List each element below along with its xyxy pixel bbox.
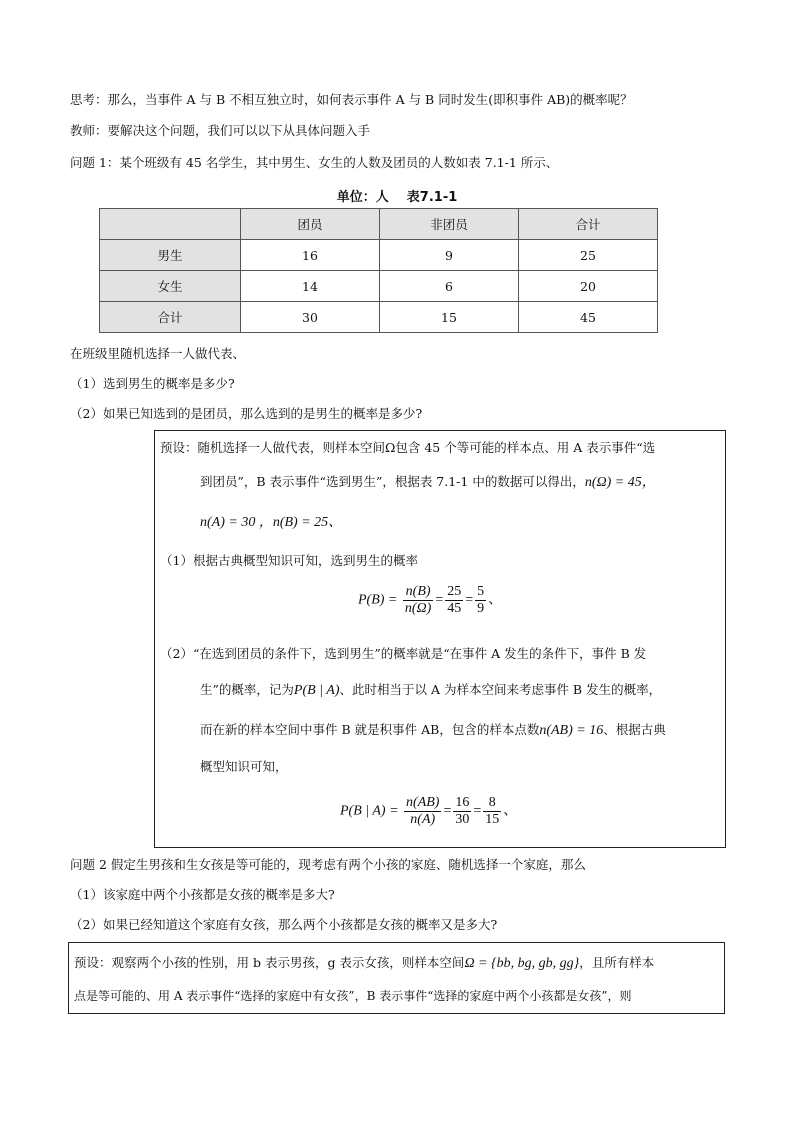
formula-lhs: P(B | A) = (340, 803, 399, 819)
box1-part-2-line-3 (200, 722, 666, 739)
denominator: n(A) (410, 812, 436, 827)
answer-box-1 (154, 430, 726, 848)
text-span: 而在新的样本空间中事件 B 就是积事件 AB，包含的样本点数 (200, 722, 540, 737)
table-header-cell: 非团员 (380, 209, 519, 240)
numerator: 16 (455, 795, 470, 810)
formula-tail: 、 (488, 592, 503, 608)
table-cell: 16 (241, 240, 380, 271)
text-span: 、根据古典 (603, 722, 666, 737)
box1-part-2-line-1: （2）“在选到团员的条件下，选到男生”的概率就是“在事件 A 发生的条件下，事件 B 发 (160, 646, 647, 661)
table-row (100, 302, 658, 333)
box2-line-2: 点是等可能的、用 A 表示事件“选择的家庭中有女孩”，B 表示事件“选择的家庭中两个小孩都是女孩”，则 (74, 989, 632, 1003)
formula-tail: 、 (503, 803, 518, 819)
fraction (404, 795, 441, 828)
choose-rep-line: 在班级里随机选择一人做代表、 (70, 346, 246, 361)
fraction (483, 795, 501, 828)
denominator: 45 (447, 601, 462, 616)
q2-sub-question-1: （1）该家庭中两个小孩都是女孩的概率是多大? (70, 887, 335, 902)
table-cell: 9 (380, 240, 519, 271)
teacher-line: 教师：要解决这个问题，我们可以以下从具体问题入手 (70, 123, 371, 138)
table-cell: 6 (380, 271, 519, 302)
table-row (100, 209, 658, 240)
table-row-label: 合计 (100, 302, 241, 333)
box2-line-1 (74, 955, 654, 972)
box1-part-2-line-4: 概型知识可知， (200, 759, 288, 774)
formula-p-b: P(B) = $\frac{n(B)}{n(\Omega)}$ = $\frac{25}{45}$ = $\frac{5}{9}$ 、 (358, 584, 503, 616)
box1-line-2 (200, 474, 656, 491)
sub-question-1: （1）选到男生的概率是多少? (70, 376, 235, 391)
table-row-label: 女生 (100, 271, 241, 302)
table-row-label: 男生 (100, 240, 241, 271)
box1-part-2-line-2 (200, 682, 661, 699)
box1-n-values: n(A) = 30 ，n(B) = 25、 (200, 515, 343, 530)
numerator: n(B) (403, 584, 433, 601)
table-corner-cell (100, 209, 241, 240)
fraction (403, 584, 433, 617)
fraction (475, 584, 486, 617)
denominator: 9 (477, 601, 485, 616)
box1-n-omega: n(Ω) = 45， (584, 475, 656, 490)
table-header-cell: 合计 (519, 209, 658, 240)
formula-p-b-given-a: P(B | A) = $\frac{n(AB)}{n(A)}$ = $\frac{16}{30}$ = $\frac{8}{15}$ 、 (340, 795, 518, 827)
table-header-cell: 团员 (241, 209, 380, 240)
fraction (453, 795, 471, 828)
formula-p-b-lhs: P(B) = (358, 592, 398, 608)
q2-sub-question-2: （2）如果已经知道这个家庭有女孩，那么两个小孩都是女孩的概率又是多大? (70, 917, 498, 932)
table-cell: 20 (519, 271, 658, 302)
box1-line-2-text: 到团员”，B 表示事件“选到男生”，根据表 7.1-1 中的数据可以得出， (200, 474, 585, 489)
table-cell: 45 (519, 302, 658, 333)
box1-part-1: （1）根据古典概型知识可知，选到男生的概率 (160, 553, 418, 568)
p-b-given-a: P(B | A) (293, 683, 340, 698)
table-cell: 14 (241, 271, 380, 302)
table-cell: 25 (519, 240, 658, 271)
question-1-line: 问题 1：某个班级有 45 名学生，其中男生、女生的人数及团员的人数如表 7.1-1 所示、 (70, 155, 559, 170)
text-span: 预设：观察两个小孩的性别，用 b 表示男孩，g 表示女孩，则样本空间 (74, 955, 465, 970)
denominator: 30 (455, 812, 470, 827)
sample-space: Ω = {bb, bg, gb, gg} (464, 956, 580, 971)
table-row (100, 240, 658, 271)
n-ab: n(AB) = 16 (539, 723, 604, 738)
numerator: n(AB) (406, 795, 440, 810)
box1-line-3 (200, 514, 342, 531)
text-span: 、此时相当于以 A 为样本空间来考虑事件 B 发生的概率， (339, 682, 662, 697)
numerator: 8 (483, 795, 501, 812)
student-table (99, 208, 658, 333)
table-cell: 30 (241, 302, 380, 333)
question-2-line: 问题 2 假定生男孩和生女孩是等可能的，现考虑有两个小孩的家庭、随机选择一个家庭，那么 (70, 857, 586, 872)
numerator: 25 (447, 584, 462, 599)
text-span: 生”的概率，记为 (200, 682, 294, 697)
table-caption: 单位：人 表7.1-1 (336, 190, 458, 205)
denominator: n(Ω) (404, 601, 432, 616)
sub-question-2: （2）如果已知选到的是团员，那么选到的是男生的概率是多少? (70, 406, 423, 421)
denominator: 15 (485, 812, 500, 827)
numerator: 5 (477, 584, 485, 599)
fraction (445, 584, 463, 617)
box1-line-1: 预设：随机选择一人做代表，则样本空间Ω包含 45 个等可能的样本点、用 A 表示事件“选 (160, 440, 656, 455)
table-cell: 15 (380, 302, 519, 333)
think-line: 思考：那么，当事件 A 与 B 不相互独立时，如何表示事件 A 与 B 同时发生(即积事件 AB)的概率呢？ (70, 92, 633, 107)
text-span: ，且所有样本 (579, 955, 655, 970)
table-row (100, 271, 658, 302)
